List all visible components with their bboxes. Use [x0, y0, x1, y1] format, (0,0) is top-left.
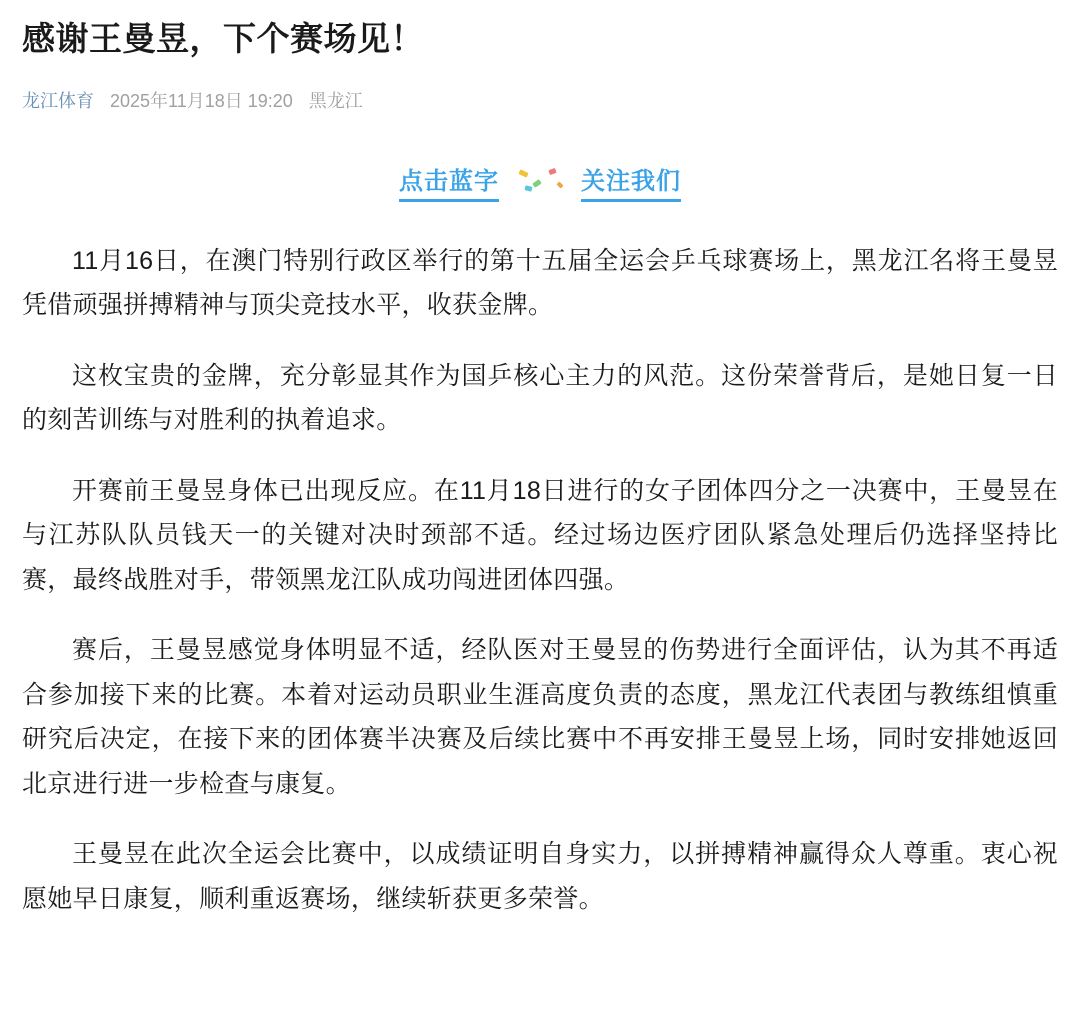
banner-right-text[interactable]: 关注我们	[581, 161, 681, 202]
banner-left-text[interactable]: 点击蓝字	[399, 161, 499, 202]
article-paragraph: 王曼昱在此次全运会比赛中，以成绩证明自身实力，以拼搏精神赢得众人尊重。衷心祝愿她早日康复，顺利重返赛场，继续斩获更多荣誉。	[22, 840, 1058, 913]
article-paragraph: 赛后，王曼昱感觉身体明显不适，经队医对王曼昱的伤势进行全面评估，认为其不再适合参加接下来的比赛。本着对运动员职业生涯高度负责的态度，黑龙江代表团与教练组慎重研究后决定，在接下来的团体赛半决赛及后续比赛中不再安排王曼昱上场，同时安排她返回北京进行进一步检查与康复。	[22, 636, 1058, 798]
article-source[interactable]: 龙江体育	[22, 90, 94, 111]
article-meta	[22, 87, 1058, 113]
article-paragraph: 这枚宝贵的金牌，充分彰显其作为国乒核心主力的风范。这份荣誉背后，是她日复一日的刻苦训练与对胜利的执着追求。	[22, 361, 1058, 435]
article-paragraph: 开赛前王曼昱身体已出现反应。在11月18日进行的女子团体四分之一决赛中，王曼昱在与江苏队队员钱天一的关键对决时颈部不适。经过场边医疗团队紧急处理后仍选择坚持比赛，最终战胜对手，带领黑龙江队成功闯进团体四强。	[22, 476, 1058, 594]
article-paragraph: 11月16日，在澳门特别行政区举行的第十五届全运会乒乓球赛场上，黑龙江名将王曼昱凭借顽强拼搏精神与顶尖竞技水平，收获金牌。	[22, 246, 1058, 320]
article-datetime: 2025年11月18日 19:20	[110, 90, 293, 111]
page-title: 感谢王曼昱，下个赛场见！	[22, 20, 424, 57]
confetti-icon	[513, 165, 567, 199]
article-location: 黑龙江	[308, 90, 363, 111]
follow-banner	[22, 159, 1058, 205]
